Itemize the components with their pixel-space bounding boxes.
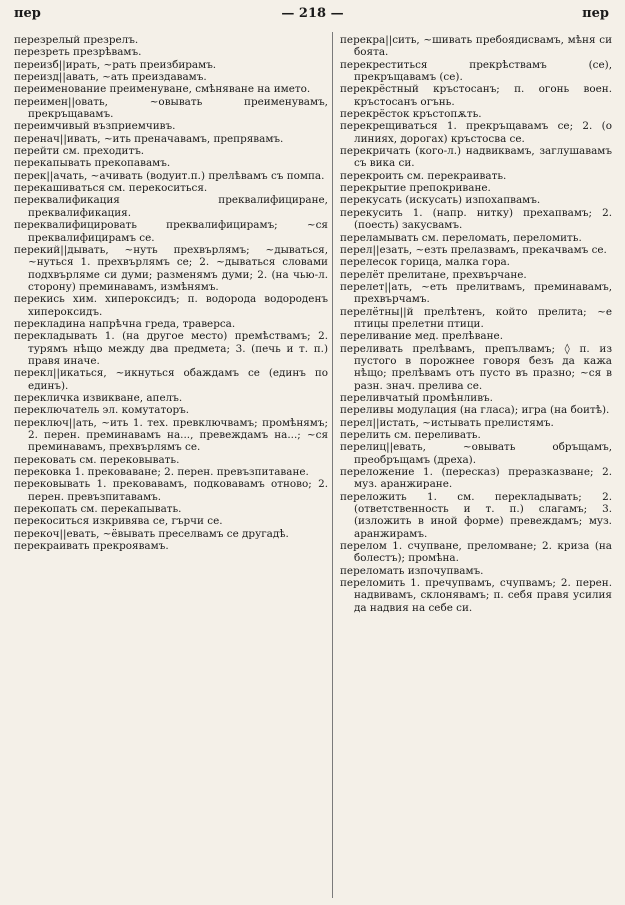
dictionary-entry: перезреть презрѣвамъ. [14, 46, 142, 59]
dictionary-entry: перекрытие препокриване. [340, 182, 491, 195]
dictionary-entry: переламывать см. переломать, переломить. [340, 231, 582, 244]
dictionary-entry: переключ||ать, ~ить 1. тех. превключвамъ; промѣнямъ; 2. перен. преминавамъ на..., превеждамъ на...; ~ся преминавамъ, прехвърлямъ се. [14, 416, 328, 454]
page-number: — 218 — [281, 6, 344, 21]
dictionary-entry: перейти см. преходитъ. [14, 145, 145, 158]
dictionary-entry: перелесок горица, малка гора. [340, 256, 510, 269]
dictionary-entry: перелётны||й прелѣтенъ, който прелита; ~е птицы прелетни птици. [340, 305, 612, 330]
dictionary-entry: переливание мед. прелѣване. [340, 330, 503, 343]
dictionary-entry: перекапывать прекопавамъ. [14, 157, 171, 170]
dictionary-entry: переквалифицировать преквалифицирамъ; ~ся преквалифицирамъ се. [14, 219, 328, 244]
dictionary-entry: перекра||сить, ~шивать пребоядисвамъ, мѣня си боята. [340, 34, 612, 59]
dictionary-entry: переломать изпочупвамъ. [340, 564, 484, 577]
dictionary-entry: перелет||ать, ~еть прелитвамъ, преминавамъ, прехвърчамъ. [340, 280, 612, 306]
dictionary-entry: перекл||икаться, ~икнуться обаждамъ се (единъ по единъ). [14, 367, 328, 392]
right-column [340, 34, 612, 614]
dictionary-entry: перекраивать прекроявамъ. [14, 540, 169, 553]
page-header [0, 6, 625, 26]
dictionary-entry: перекашиваться см. перекоситься. [14, 182, 208, 195]
dictionary-entry: перековывать 1. прековавамъ, подковавамъ отново; 2. перен. превъзпитавамъ. [14, 478, 328, 503]
dictionary-entry: перекоситься изкривява се, гърчи се. [14, 515, 223, 528]
dictionary-entry: перекрёсток кръстопѫть. [340, 108, 482, 121]
dictionary-entry: переквалификация преквалифициране, преквалификация. [14, 194, 328, 219]
dictionary-entry: перекопать см. перекапывать. [14, 503, 182, 516]
header-right-guideword: пер [582, 6, 609, 21]
dictionary-entry: перекрещиваться 1. прекръщавамъ се; 2. (о линиях, дорогах) кръстосва се. [340, 120, 612, 145]
dictionary-entry: переломить 1. пречупвамъ, счупвамъ; 2. перен. надвивамъ, склонявамъ; п. себя правя усилия да надвия на себе си. [340, 577, 612, 614]
dictionary-entry: перезрелый презрелъ. [14, 34, 139, 46]
dictionary-entry: перековать см. перековывать. [14, 453, 180, 466]
dictionary-entry: перек||ачать, ~ачивать (водуит.п.) прелѣвамъ съ помпа. [14, 169, 325, 182]
column-divider [332, 32, 333, 898]
dictionary-entry: переключатель эл. комутаторъ. [14, 404, 190, 417]
dictionary-entry: перекреститься прекрѣствамъ (се), прекръщавамъ (се). [340, 58, 612, 84]
dictionary-entry: переложение 1. (пересказ) преразказване; 2. муз. аранжиране. [340, 466, 612, 491]
dictionary-entry: перекладина напрѣчна греда, траверса. [14, 317, 236, 330]
dictionary-entry: переимен||овать, ~овывать преименувамъ, прекръщавамъ. [14, 95, 328, 121]
dictionary-entry: перел||истать, ~истывать прелистямъ. [340, 416, 554, 429]
dictionary-entry: перенач||ивать, ~ить преначавамъ, препрявамъ. [14, 132, 284, 145]
dictionary-entry: переимчивый възприемчивъ. [14, 120, 176, 133]
dictionary-entry: переизб||ирать, ~рать преизбирамъ. [14, 58, 217, 71]
dictionary-entry: переливать прелѣвамъ, препълвамъ; ◊ п. из пустого в порожнее говоря безъ да кажа нѣщо; прелѣвамъ отъ пусто въ празно; ~ся в разн. знач. прелива се. [340, 342, 612, 392]
dictionary-entry: перекись хим. хипероксидъ; п. водорода водороденъ хипероксидъ. [14, 293, 328, 318]
dictionary-entry: перелиц||евать, ~овывать обръщамъ, преобръщамъ (дреха). [340, 441, 612, 466]
dictionary-entry: перекоч||евать, ~ёвывать преселвамъ се другадѣ. [14, 527, 289, 540]
dictionary-entry: перелить см. переливать. [340, 429, 481, 441]
left-column [14, 34, 328, 552]
dictionary-entry: перековка 1. прековаване; 2. перен. превъзпитаване. [14, 466, 309, 479]
dictionary-entry: перелом 1. счупване, прелoмване; 2. криза (на болестъ); промѣна. [340, 540, 612, 565]
dictionary-entry: перекличка извикване, апелъ. [14, 391, 183, 404]
dictionary-entry: перекусить 1. (напр. нитку) прехапвамъ; 2. (поесть) закусвамъ. [340, 206, 612, 232]
dictionary-entry: переименование преименуване, смѣняване на името. [14, 83, 311, 96]
dictionary-entry: перекроить см. перекраивать. [340, 169, 507, 182]
dictionary-entry: перекий||дывать, ~нуть прехвърлямъ; ~дываться, ~нуться 1. прехвърлямъ се; 2. ~дываться словами подхвърляме си думи; разменямъ думи; 2. (на чью-л. сторону) преминавамъ, измѣнямъ. [14, 243, 328, 293]
dictionary-entry: переложить 1. см. перекладывать; 2. (ответственность и т. п.) слагамъ; 3. (изложить в иной форме) превеждамъ; муз. аранжирамъ. [340, 490, 612, 540]
header-left-guideword: пер [14, 6, 41, 21]
dictionary-entry: перекладывать 1. (на другое место) премѣствамъ; 2. турямъ нѣщо между два предмета; 3. (печь и т. п.) правя иначе. [14, 330, 328, 367]
dictionary-entry: перел||езать, ~езть прелазвамъ, прекачвамъ се. [340, 243, 607, 256]
dictionary-entry: перекрёстный кръстосанъ; п. огонь воен. кръстосанъ огънь. [340, 83, 612, 108]
dictionary-entry: переливчатый промѣнливъ. [340, 391, 493, 404]
dictionary-entry: перекусать (искусать) изпохапвамъ. [340, 194, 541, 207]
dictionary-entry: переливы модулация (на гласа); игра (на боитѣ). [340, 404, 610, 417]
dictionary-entry: переизд||авать, ~ать преиздавамъ. [14, 71, 207, 84]
dictionary-entry: перекричать (кого-л.) надвиквамъ, заглушавамъ съ вика си. [340, 145, 612, 170]
dictionary-entry: перелёт прелитане, прехвърчане. [340, 268, 527, 281]
